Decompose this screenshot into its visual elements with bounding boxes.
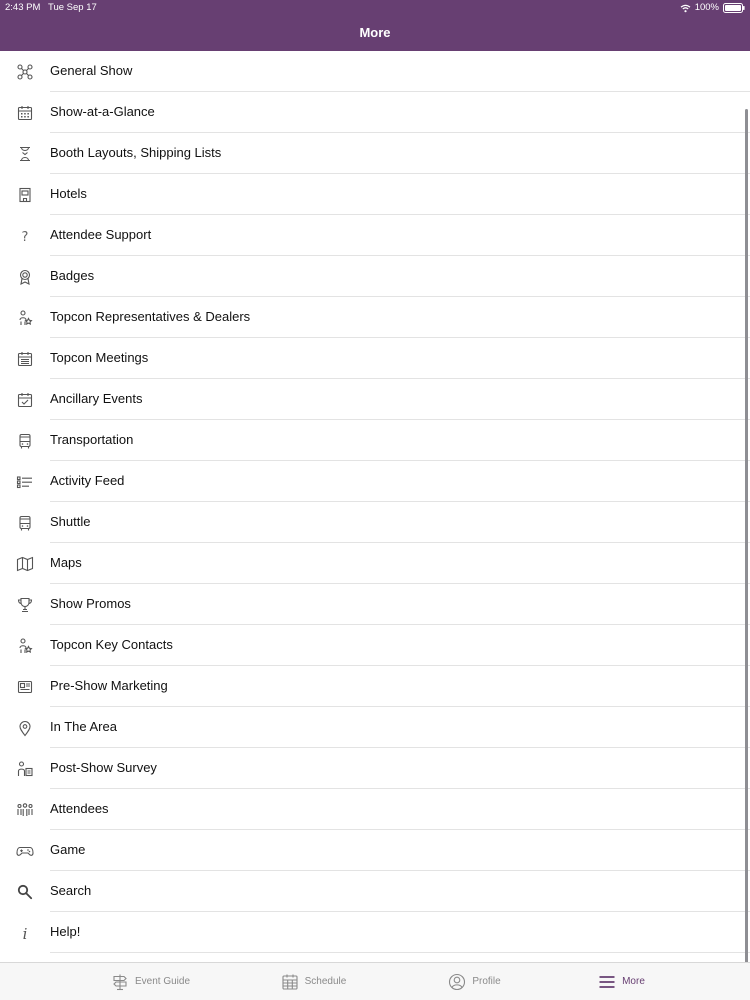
calendar-list-icon (16, 350, 34, 368)
menu-item-attendees[interactable] (0, 789, 750, 830)
menu-item-label: Topcon Meetings (50, 350, 149, 365)
people-star-icon (16, 637, 34, 655)
menu-item-hotels[interactable] (0, 174, 750, 215)
signpost-icon (111, 973, 129, 991)
menu-item-label: Pre-Show Marketing (50, 678, 168, 693)
menu-item-badges[interactable] (0, 256, 750, 297)
menu-item-activity-feed[interactable] (0, 461, 750, 502)
menu-item-shuttle[interactable] (0, 502, 750, 543)
hourglass-icon (16, 145, 34, 163)
top-header (0, 0, 750, 51)
menu-item-label: Maps (50, 555, 82, 570)
menu-item-label: Hotels (50, 186, 87, 201)
menu-item-help[interactable] (0, 912, 750, 953)
menu-item-show-promos[interactable] (0, 584, 750, 625)
menu-item-ancillary-events[interactable] (0, 379, 750, 420)
menu-item-label: Show-at-a-Glance (50, 104, 155, 119)
calendar-check-icon (16, 391, 34, 409)
bus-icon (16, 432, 34, 450)
menu-item-show-at-a-glance[interactable] (0, 92, 750, 133)
svg-text:?: ? (21, 230, 29, 245)
menu-item-post-show-survey[interactable] (0, 748, 750, 789)
page-title: More (359, 25, 391, 40)
svg-text:i: i (22, 925, 28, 942)
menu-item-topcon-key-contacts[interactable] (0, 625, 750, 666)
calendar-grid-icon (16, 104, 34, 122)
map-icon (16, 555, 34, 573)
feed-list-icon (16, 473, 34, 491)
menu-item-label: Booth Layouts, Shipping Lists (50, 145, 222, 160)
hotel-building-icon (16, 186, 34, 204)
award-badge-icon (16, 268, 34, 286)
menu-item-label: Activity Feed (50, 473, 125, 488)
tab-schedule[interactable] (220, 963, 407, 1000)
info-icon (16, 924, 34, 942)
menu-item-in-the-area[interactable] (0, 707, 750, 748)
tab-event-guide[interactable] (57, 963, 244, 1000)
menu-item-label: In The Area (50, 719, 117, 734)
menu-item-maps[interactable] (0, 543, 750, 584)
tab-label: Profile (472, 976, 501, 987)
menu-item-label: Show Promos (50, 596, 131, 611)
menu-item-label: Ancillary Events (50, 391, 143, 406)
survey-person-icon (16, 760, 34, 778)
menu-item-label: Shuttle (50, 514, 91, 529)
bus-icon (16, 514, 34, 532)
people-star-icon (16, 309, 34, 327)
menu-item-transportation[interactable] (0, 420, 750, 461)
hamburger-menu-icon (598, 973, 616, 991)
more-menu-list (0, 51, 750, 962)
menu-item-pre-show-marketing[interactable] (0, 666, 750, 707)
status-right (680, 0, 745, 15)
profile-circle-icon (448, 973, 466, 991)
tab-label: More (622, 976, 645, 987)
status-date: Tue Sep 17 (48, 2, 97, 13)
menu-item-booth-layouts[interactable] (0, 133, 750, 174)
menu-item-general-show[interactable] (0, 51, 750, 92)
wifi-icon (680, 3, 691, 12)
menu-item-label: Attendee Support (50, 227, 152, 242)
status-time: 2:43 PM (5, 2, 41, 13)
menu-item-search[interactable] (0, 871, 750, 912)
gamepad-icon (16, 842, 34, 860)
battery-icon (723, 3, 745, 13)
menu-item-label: Attendees (50, 801, 109, 816)
scrollbar[interactable] (745, 109, 748, 962)
network-nodes-icon (16, 63, 34, 81)
menu-item-topcon-representatives[interactable] (0, 297, 750, 338)
menu-item-label: Search (50, 883, 92, 898)
question-mark-icon (16, 227, 34, 245)
menu-item-label: Topcon Representatives & Dealers (50, 309, 251, 324)
menu-item-label: Transportation (50, 432, 134, 447)
search-icon (16, 883, 34, 901)
tab-more[interactable] (528, 963, 715, 1000)
menu-item-label: Post-Show Survey (50, 760, 157, 775)
newspaper-icon (16, 678, 34, 696)
attendees-group-icon (16, 801, 34, 819)
menu-item-label: General Show (50, 63, 133, 78)
bottom-tab-bar (0, 962, 750, 1000)
tab-label: Event Guide (134, 976, 191, 987)
menu-item-label: Game (50, 842, 86, 857)
menu-item-topcon-meetings[interactable] (0, 338, 750, 379)
tab-label: Schedule (304, 976, 347, 987)
menu-item-label: Help! (50, 924, 81, 939)
status-bar (0, 0, 750, 15)
location-pin-icon (16, 719, 34, 737)
menu-item-label: Topcon Key Contacts (50, 637, 173, 652)
calendar-grid-icon (281, 973, 299, 991)
menu-item-label: Badges (50, 268, 95, 283)
battery-percent: 100% (694, 2, 719, 13)
menu-item-attendee-support[interactable] (0, 215, 750, 256)
trophy-icon (16, 596, 34, 614)
menu-item-game[interactable] (0, 830, 750, 871)
divider (50, 952, 750, 953)
